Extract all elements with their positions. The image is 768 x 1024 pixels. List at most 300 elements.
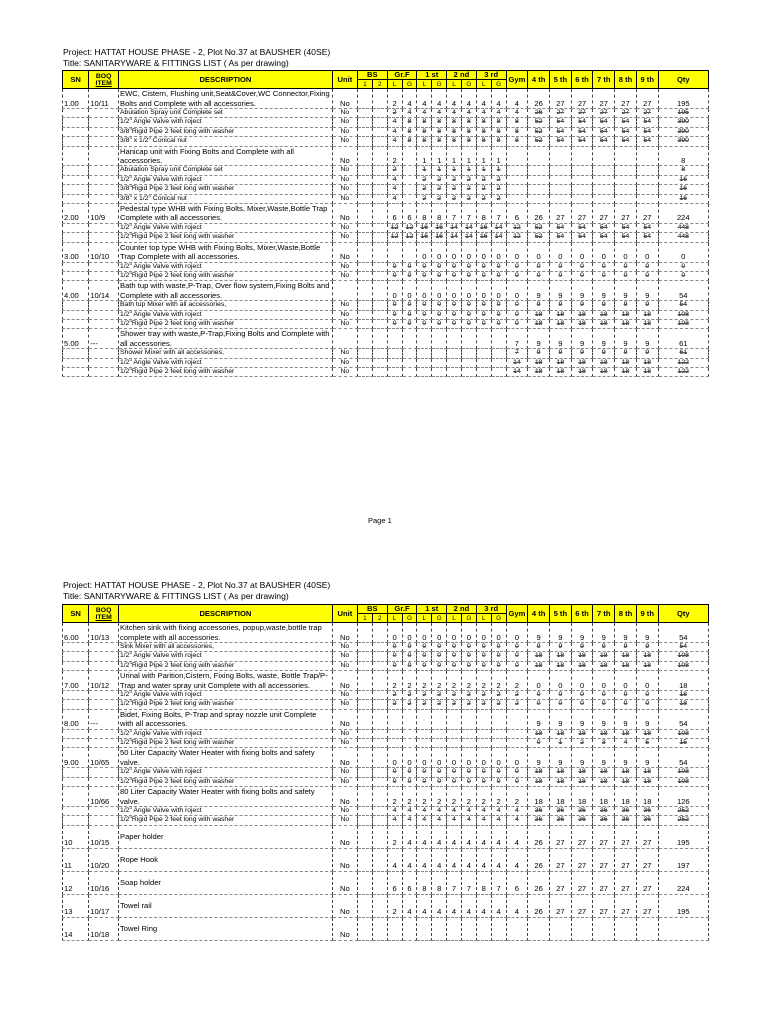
cell-count: 4: [491, 825, 506, 848]
cell-count: [372, 137, 387, 146]
cell-count: [387, 739, 402, 748]
cell-boq-item: [89, 262, 119, 271]
cell-unit: No: [332, 748, 357, 768]
cell-count: [357, 777, 372, 786]
cell-count: 2: [491, 194, 506, 203]
table-row-item: [63, 871, 709, 894]
cell-count: [549, 175, 571, 184]
cell-count: 12: [387, 223, 402, 232]
cell-count: 54: [571, 127, 593, 136]
cell-count: 0: [506, 319, 528, 328]
cell-sn: [63, 777, 89, 786]
cell-count: 2: [387, 787, 402, 807]
cell-count: [372, 787, 387, 807]
col-header-boq: [89, 605, 119, 623]
cell-count: 8: [491, 137, 506, 146]
table-row-component: [63, 777, 709, 786]
cell-count: 27: [549, 89, 571, 109]
table-row-component: [63, 768, 709, 777]
cell-count: [593, 185, 615, 194]
cell-count: [615, 146, 637, 166]
cell-count: 0: [417, 281, 432, 301]
cell-count: 27: [615, 89, 637, 109]
cell-boq-item: [89, 652, 119, 661]
cell-count: 8: [432, 137, 447, 146]
cell-count: 0: [447, 281, 462, 301]
cell-description: EWC, Cistern, Flushing unit,Seat&Cover,WC Connector,Fixing Bolts and Complete with all accessories.: [119, 89, 333, 109]
cell-count: 4: [447, 848, 462, 871]
cell-unit: No: [332, 319, 357, 328]
cell-count: 27: [615, 894, 637, 917]
cell-unit: No: [332, 700, 357, 709]
table-row-item: [63, 204, 709, 224]
cell-count: 9: [615, 643, 637, 652]
cell-count: 2: [402, 691, 417, 700]
cell-description: Bidet, Fixing Bolts, P-Trap and spray nozzle unit Complete with all accessories.: [119, 709, 333, 729]
cell-qty: 390: [658, 137, 708, 146]
cell-count: 18: [615, 367, 637, 376]
cell-count: [372, 825, 387, 848]
cell-sn: [63, 367, 89, 376]
cell-count: 54: [593, 233, 615, 242]
col-subheader-bs-2: 2: [372, 614, 387, 623]
cell-count: 4: [491, 89, 506, 109]
cell-count: 36: [549, 816, 571, 825]
cell-count: 0: [387, 661, 402, 670]
cell-boq-item: 10/13: [89, 623, 119, 643]
cell-count: [372, 871, 387, 894]
cell-qty: 195: [658, 109, 708, 118]
cell-count: [357, 329, 372, 349]
cell-count: [387, 329, 402, 349]
cell-sn: [63, 223, 89, 232]
cell-description: 1/2"Rigid Pipe 2 feet long with washer: [119, 367, 333, 376]
cell-count: 27: [571, 848, 593, 871]
cell-count: 52: [528, 233, 550, 242]
cell-count: 2: [447, 194, 462, 203]
cell-count: 26: [528, 204, 550, 224]
cell-count: 18: [571, 729, 593, 738]
cell-count: 0: [528, 739, 550, 748]
cell-count: 1: [417, 166, 432, 175]
cell-count: [372, 748, 387, 768]
cell-count: 0: [432, 262, 447, 271]
table-row-component: [63, 319, 709, 328]
cell-count: 4: [417, 806, 432, 815]
cell-count: 4: [476, 89, 491, 109]
cell-count: 0: [461, 262, 476, 271]
cell-count: [571, 194, 593, 203]
cell-count: 9: [549, 349, 571, 358]
cell-count: [491, 917, 506, 940]
cell-count: [372, 691, 387, 700]
cell-count: 2: [476, 185, 491, 194]
cell-count: 9: [636, 349, 658, 358]
cell-count: [506, 729, 528, 738]
cell-count: 0: [491, 242, 506, 262]
cell-count: 27: [593, 204, 615, 224]
cell-qty: 108: [658, 310, 708, 319]
cell-count: [357, 806, 372, 815]
cell-count: [372, 175, 387, 184]
cell-count: 9: [528, 748, 550, 768]
cell-count: [476, 709, 491, 729]
cell-count: [357, 671, 372, 691]
cell-count: 36: [593, 816, 615, 825]
cell-count: 0: [506, 643, 528, 652]
cell-sn: [63, 185, 89, 194]
cell-count: 4: [417, 816, 432, 825]
cell-count: 18: [593, 729, 615, 738]
cell-count: [506, 166, 528, 175]
cell-count: 0: [528, 271, 550, 280]
cell-sn: [63, 146, 89, 166]
col-subheader-g: G: [432, 614, 447, 623]
cell-count: 4: [402, 894, 417, 917]
cell-count: 0: [461, 271, 476, 280]
col-header-gym: Gym: [506, 605, 528, 623]
cell-count: 7: [461, 871, 476, 894]
cell-count: [461, 917, 476, 940]
cell-boq-item: 10/11: [89, 89, 119, 109]
cell-boq-item: ---: [89, 709, 119, 729]
cell-count: [372, 233, 387, 242]
cell-boq-item: [89, 691, 119, 700]
cell-count: 8: [461, 137, 476, 146]
cell-count: [372, 281, 387, 301]
cell-sn: [63, 194, 89, 203]
cell-count: 4: [447, 825, 462, 848]
col-header-1st: 1 st: [417, 71, 447, 80]
col-subheader-g: G: [402, 614, 417, 623]
cell-count: 0: [461, 748, 476, 768]
cell-count: [417, 739, 432, 748]
cell-count: 8: [476, 871, 491, 894]
cell-count: 2: [417, 194, 432, 203]
cell-qty: 108: [658, 661, 708, 670]
cell-count: 9: [636, 281, 658, 301]
cell-count: [432, 729, 447, 738]
cell-count: 2: [461, 700, 476, 709]
cell-count: [402, 166, 417, 175]
cell-count: 8: [417, 118, 432, 127]
cell-count: 0: [476, 310, 491, 319]
cell-qty: 8: [658, 166, 708, 175]
cell-count: 4: [417, 109, 432, 118]
cell-count: 0: [447, 661, 462, 670]
cell-count: 4: [447, 816, 462, 825]
cell-count: 2: [476, 194, 491, 203]
cell-count: 4: [387, 118, 402, 127]
cell-count: 18: [593, 310, 615, 319]
cell-count: 18: [528, 310, 550, 319]
cell-sn: 9.00: [63, 748, 89, 768]
cell-count: 6: [506, 204, 528, 224]
cell-boq-item: [89, 118, 119, 127]
cell-count: 2: [387, 825, 402, 848]
cell-count: 0: [447, 652, 462, 661]
col-header-description: DESCRIPTION: [119, 605, 333, 623]
cell-count: 0: [387, 777, 402, 786]
cell-count: 2: [417, 691, 432, 700]
cell-count: 27: [593, 89, 615, 109]
cell-count: 9: [636, 748, 658, 768]
col-header-6th: 6 th: [571, 605, 593, 623]
cell-count: [506, 146, 528, 166]
cell-count: 27: [571, 894, 593, 917]
cell-count: 18: [615, 777, 637, 786]
cell-count: 1: [491, 146, 506, 166]
cell-count: 18: [549, 652, 571, 661]
cell-count: [636, 917, 658, 940]
col-header-description: DESCRIPTION: [119, 71, 333, 89]
cell-boq-item: [89, 358, 119, 367]
cell-count: 0: [447, 319, 462, 328]
cell-count: 8: [417, 204, 432, 224]
cell-unit: [332, 329, 357, 349]
cell-count: [432, 917, 447, 940]
cell-count: 54: [615, 233, 637, 242]
cell-description: 50 Liter Capacity Water Heater with fixing bolts and safety valve.: [119, 748, 333, 768]
cell-count: 1: [461, 146, 476, 166]
cell-count: 0: [615, 271, 637, 280]
cell-sn: 6.00: [63, 623, 89, 643]
cell-qty: 122: [658, 367, 708, 376]
cell-count: 0: [571, 271, 593, 280]
cell-count: 0: [461, 652, 476, 661]
cell-qty: 18: [658, 691, 708, 700]
table-row-item: [63, 848, 709, 871]
cell-unit: No: [332, 137, 357, 146]
cell-boq-item: [89, 777, 119, 786]
cell-unit: No: [332, 310, 357, 319]
cell-count: 9: [571, 301, 593, 310]
cell-count: [417, 329, 432, 349]
cell-count: 9: [571, 709, 593, 729]
cell-unit: No: [332, 777, 357, 786]
cell-count: 7: [491, 204, 506, 224]
cell-count: 0: [636, 671, 658, 691]
cell-unit: No: [332, 848, 357, 871]
cell-count: [372, 194, 387, 203]
cell-count: 27: [636, 871, 658, 894]
cell-count: 9: [528, 709, 550, 729]
cell-count: 18: [571, 310, 593, 319]
cell-description: 1/2"Rigid Pipe 2 feet long with washer: [119, 661, 333, 670]
cell-count: 0: [447, 271, 462, 280]
cell-description: 3/8"Rigid Pipe 2 feet long with washer: [119, 127, 333, 136]
table-row-component: [63, 310, 709, 319]
cell-count: [528, 166, 550, 175]
cell-count: 2: [476, 787, 491, 807]
cell-count: 4: [432, 109, 447, 118]
cell-boq-item: [89, 661, 119, 670]
cell-count: [357, 787, 372, 807]
cell-count: 9: [615, 281, 637, 301]
cell-count: [387, 349, 402, 358]
cell-boq-item: [89, 301, 119, 310]
cell-count: 18: [549, 661, 571, 670]
cell-description: 3/8" x 1/2" Conical nut: [119, 137, 333, 146]
cell-boq-item: [89, 700, 119, 709]
cell-count: 4: [491, 848, 506, 871]
cell-count: 0: [402, 643, 417, 652]
table-row-item: [63, 709, 709, 729]
cell-sn: [63, 271, 89, 280]
cell-count: 4: [491, 109, 506, 118]
cell-count: 2: [432, 194, 447, 203]
cell-count: 9: [615, 748, 637, 768]
cell-count: 0: [461, 319, 476, 328]
table-row-item: [63, 894, 709, 917]
cell-count: [372, 185, 387, 194]
cell-sn: [63, 816, 89, 825]
cell-count: 18: [636, 661, 658, 670]
cell-count: 2: [461, 194, 476, 203]
cell-sn: [63, 127, 89, 136]
cell-count: 2: [432, 691, 447, 700]
cell-count: 18: [636, 787, 658, 807]
cell-sn: [63, 109, 89, 118]
cell-qty: 122: [658, 358, 708, 367]
table-row-item: [63, 671, 709, 691]
cell-count: 27: [549, 871, 571, 894]
cell-count: 2: [387, 671, 402, 691]
cell-count: 7: [447, 871, 462, 894]
cell-count: 0: [432, 301, 447, 310]
cell-sn: 3.00: [63, 242, 89, 262]
cell-count: 18: [549, 729, 571, 738]
cell-count: [357, 89, 372, 109]
cell-count: [447, 739, 462, 748]
cell-unit: No: [332, 271, 357, 280]
cell-unit: No: [332, 894, 357, 917]
cell-count: 0: [417, 748, 432, 768]
col-header-1st: 1 st: [417, 605, 447, 614]
cell-count: 54: [549, 118, 571, 127]
cell-count: 4: [461, 894, 476, 917]
cell-count: 0: [387, 271, 402, 280]
cell-unit: No: [332, 204, 357, 224]
cell-count: 8: [432, 204, 447, 224]
cell-count: 26: [528, 109, 550, 118]
cell-count: 27: [593, 109, 615, 118]
cell-count: 0: [593, 671, 615, 691]
cell-unit: No: [332, 166, 357, 175]
cell-count: 14: [447, 233, 462, 242]
cell-count: 54: [549, 127, 571, 136]
cell-count: 0: [506, 661, 528, 670]
cell-count: 4: [387, 127, 402, 136]
cell-count: 2: [491, 185, 506, 194]
cell-count: 14: [491, 223, 506, 232]
cell-count: [357, 301, 372, 310]
cell-count: [372, 671, 387, 691]
cell-count: 0: [491, 661, 506, 670]
cell-count: 4: [506, 825, 528, 848]
cell-qty: 54: [658, 301, 708, 310]
cell-qty: 224: [658, 871, 708, 894]
cell-count: 0: [549, 242, 571, 262]
cell-count: [476, 367, 491, 376]
cell-count: 2: [476, 175, 491, 184]
cell-boq-item: 10/18: [89, 917, 119, 940]
cell-count: 4: [447, 806, 462, 815]
cell-count: 6: [402, 871, 417, 894]
cell-count: 54: [593, 118, 615, 127]
cell-unit: No: [332, 194, 357, 203]
cell-qty: 195: [658, 825, 708, 848]
col-header-boq-top: BOQ: [95, 72, 112, 80]
cell-count: 0: [491, 310, 506, 319]
cell-count: 4: [461, 806, 476, 815]
cell-count: 18: [636, 319, 658, 328]
cell-count: 0: [402, 301, 417, 310]
cell-count: 0: [615, 242, 637, 262]
table-row-component: [63, 194, 709, 203]
cell-count: [402, 185, 417, 194]
cell-count: 9: [636, 301, 658, 310]
cell-count: [402, 329, 417, 349]
cell-count: 0: [447, 301, 462, 310]
cell-count: 18: [636, 310, 658, 319]
cell-count: 12: [402, 223, 417, 232]
cell-description: Rope Hook: [119, 848, 333, 871]
cell-qty: 252: [658, 816, 708, 825]
col-header-sn: SN: [63, 71, 89, 89]
cell-count: [402, 917, 417, 940]
cell-count: 0: [476, 652, 491, 661]
cell-count: 54: [571, 137, 593, 146]
table-row-item: [63, 281, 709, 301]
table-row-component: [63, 349, 709, 358]
cell-count: 0: [491, 643, 506, 652]
col-subheader-l: L: [417, 80, 432, 89]
col-header-bs: BS: [357, 71, 387, 80]
cell-count: 4: [387, 806, 402, 815]
cell-description: 3/8"Rigid Pipe 2 feet long with washer: [119, 185, 333, 194]
cell-count: [372, 349, 387, 358]
cell-count: [372, 894, 387, 917]
cell-count: 2: [461, 671, 476, 691]
cell-count: [432, 367, 447, 376]
cell-count: 4: [432, 806, 447, 815]
cell-count: [506, 175, 528, 184]
cell-qty: 252: [658, 806, 708, 815]
cell-count: [636, 185, 658, 194]
cell-count: 4: [476, 894, 491, 917]
cell-count: 27: [636, 204, 658, 224]
cell-count: 0: [432, 271, 447, 280]
cell-sn: [63, 319, 89, 328]
cell-count: 4: [506, 89, 528, 109]
cell-qty: 18: [658, 700, 708, 709]
cell-count: 9: [571, 329, 593, 349]
cell-count: 0: [476, 242, 491, 262]
cell-count: [357, 166, 372, 175]
cell-count: 8: [447, 137, 462, 146]
cell-count: [402, 367, 417, 376]
cell-sn: 5.00: [63, 329, 89, 349]
cell-count: 9: [549, 281, 571, 301]
cell-unit: No: [332, 816, 357, 825]
cell-count: 36: [528, 806, 550, 815]
cell-count: [357, 748, 372, 768]
cell-sn: [63, 787, 89, 807]
col-subheader-bs-2: 2: [372, 80, 387, 89]
cell-count: 0: [615, 671, 637, 691]
table-row-component: [63, 358, 709, 367]
